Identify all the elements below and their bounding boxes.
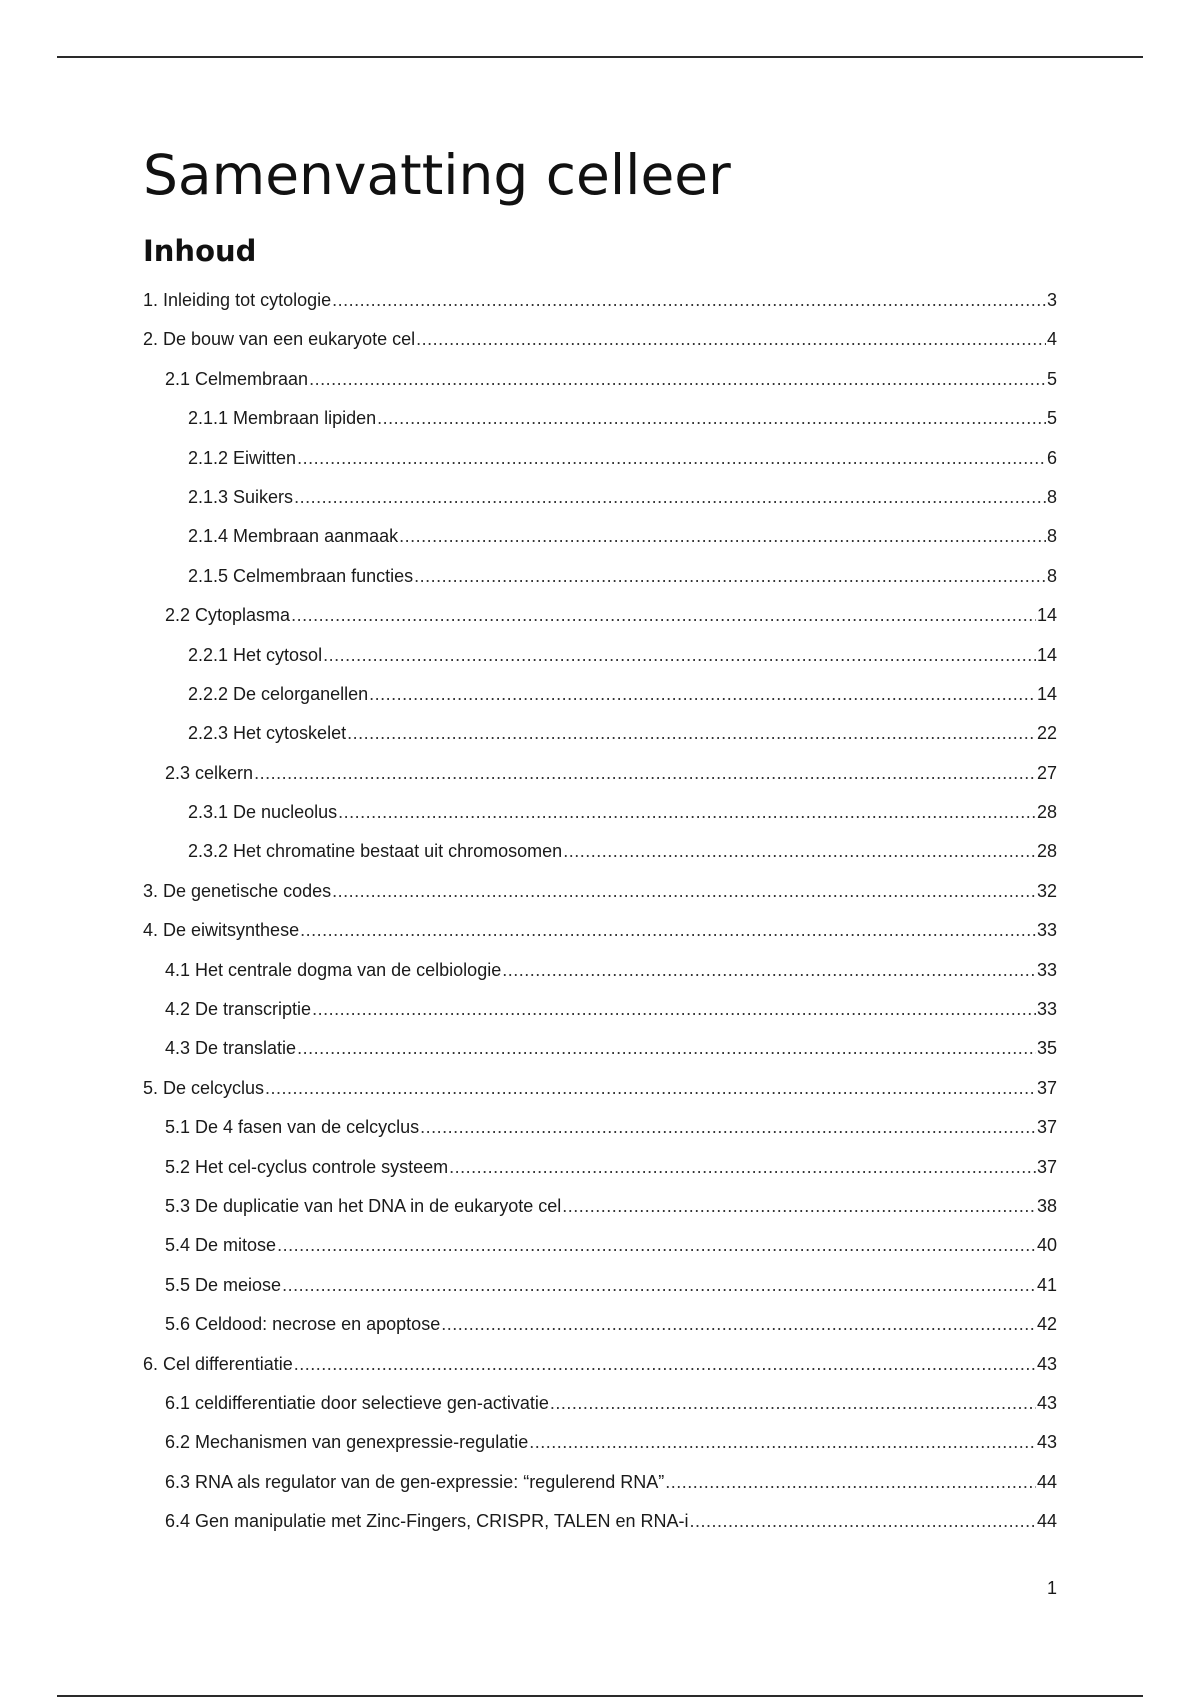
toc-entry[interactable] [143,1502,1057,1541]
toc-dot-leader [294,1345,1036,1384]
toc-entry[interactable] [143,1423,1057,1462]
toc-entry-page: 43 [1036,1432,1057,1453]
toc-dot-leader [312,990,1036,1029]
toc-entry[interactable] [143,1305,1057,1344]
toc-entry-page: 38 [1036,1195,1057,1216]
toc-entry[interactable] [143,360,1057,399]
toc-entry-page: 8 [1046,486,1057,507]
toc-entry-label: 3. De genetische codes [143,880,332,901]
toc-dot-leader [377,399,1046,438]
toc-entry[interactable] [143,1463,1057,1502]
toc-entry-page: 41 [1036,1274,1057,1295]
toc-entry-page: 40 [1036,1235,1057,1256]
toc-entry-page: 6 [1046,447,1057,468]
toc-heading: Inhoud [143,234,257,268]
toc-dot-leader [416,320,1046,359]
footer-rule [57,1695,1143,1697]
toc-entry-label: 5.6 Celdood: necrose en apoptose [165,1314,441,1335]
toc-dot-leader [690,1502,1036,1541]
toc-entry[interactable] [143,439,1057,478]
toc-dot-leader [369,675,1036,714]
toc-entry[interactable] [143,1148,1057,1187]
toc-entry-page: 44 [1036,1511,1057,1532]
toc-entry-label: 6.2 Mechanismen van genexpressie-regulatie [165,1432,529,1453]
toc-entry[interactable] [143,399,1057,438]
toc-dot-leader [562,1187,1036,1226]
toc-dot-leader [297,1029,1036,1068]
toc-entry[interactable] [143,517,1057,556]
toc-dot-leader [338,793,1036,832]
toc-entry-page: 5 [1046,368,1057,389]
toc-entry-page: 43 [1036,1392,1057,1413]
toc-entry-label: 5.1 De 4 fasen van de celcyclus [165,1117,420,1138]
toc-entry[interactable] [143,951,1057,990]
toc-entry-label: 2.3.2 Het chromatine bestaat uit chromosomen [188,841,563,862]
toc-entry[interactable] [143,320,1057,359]
toc-entry-page: 33 [1036,959,1057,980]
toc-entry[interactable] [143,596,1057,635]
toc-entry-label: 4.2 De transcriptie [165,999,312,1020]
toc-entry[interactable] [143,675,1057,714]
toc-entry-page: 3 [1046,290,1057,310]
toc-entry-page: 32 [1036,880,1057,901]
toc-entry-label: 6.4 Gen manipulatie met Zinc-Fingers, CRISPR, TALEN en RNA-i [165,1511,689,1532]
toc-entry[interactable] [143,1108,1057,1147]
header-rule [57,56,1143,58]
toc-entry[interactable] [143,557,1057,596]
toc-dot-leader [294,478,1046,517]
toc-entry-label: 5.2 Het cel-cyclus controle systeem [165,1156,449,1177]
toc-entry-label: 5.5 De meiose [165,1274,282,1295]
toc-entry-label: 2.1.3 Suikers [188,486,294,507]
toc-entry[interactable] [143,872,1057,911]
toc-entry-label: 2.1.2 Eiwitten [188,447,297,468]
toc-entry-label: 2.1.1 Membraan lipiden [188,408,377,429]
toc-dot-leader [347,714,1036,753]
toc-dot-leader [309,360,1046,399]
toc-dot-leader [282,1266,1036,1305]
toc-entry[interactable] [143,793,1057,832]
toc-entry-label: 2.2.3 Het cytoskelet [188,723,347,744]
toc-entry-page: 42 [1036,1314,1057,1335]
toc-entry-label: 2.3 celkern [165,762,254,783]
toc-entry-page: 44 [1036,1471,1057,1492]
toc-dot-leader [265,1069,1036,1108]
toc-entry-page: 22 [1036,723,1057,744]
toc-entry-page: 14 [1036,644,1057,665]
toc-entry[interactable] [143,1345,1057,1384]
toc-entry-label: 2.2.1 Het cytosol [188,644,323,665]
toc-entry-page: 4 [1046,329,1057,350]
toc-entry-label: 2.2 Cytoplasma [165,605,291,626]
toc-entry-page: 28 [1036,802,1057,823]
toc-dot-leader [399,517,1046,556]
toc-dot-leader [332,281,1046,320]
page-number: 1 [1046,1578,1057,1598]
toc-dot-leader [332,872,1036,911]
toc-entry-label: 2.1 Celmembraan [165,368,309,389]
toc-dot-leader [297,439,1046,478]
toc-entry-label: 4.3 De translatie [165,1038,297,1059]
toc-entry[interactable] [143,1266,1057,1305]
toc-entry-label: 6.3 RNA als regulator van de gen-expressie: “regulerend RNA” [165,1471,665,1492]
toc-entry[interactable] [143,990,1057,1029]
toc-dot-leader [502,951,1036,990]
toc-entry[interactable] [143,832,1057,871]
document-title: Samenvatting celleer [143,143,731,207]
toc-dot-leader [529,1423,1036,1462]
toc-dot-leader [441,1305,1036,1344]
toc-entry-page: 27 [1036,762,1057,783]
toc-entry-page: 8 [1046,526,1057,547]
toc-dot-leader [550,1384,1036,1423]
toc-entry-label: 4.1 Het centrale dogma van de celbiologie [165,959,502,980]
toc-entry[interactable] [143,1384,1057,1423]
toc-dot-leader [277,1226,1036,1265]
toc-entry-label: 5. De celcyclus [143,1077,265,1098]
toc-entry-label: 2. De bouw van een eukaryote cel [143,329,416,350]
toc-entry[interactable] [143,281,1057,320]
toc-entry-page: 14 [1036,683,1057,704]
toc-entry-page: 35 [1036,1038,1057,1059]
toc-entry-page: 33 [1036,999,1057,1020]
toc-entry[interactable] [143,1226,1057,1265]
toc-entry[interactable] [143,636,1057,675]
toc-entry-label: 2.2.2 De celorganellen [188,683,369,704]
toc-entry-page: 43 [1036,1353,1057,1374]
toc-entry[interactable] [143,911,1057,950]
toc-entry-label: 5.4 De mitose [165,1235,277,1256]
toc-entry-page: 8 [1046,565,1057,586]
toc-entry[interactable] [143,1029,1057,1068]
toc-entry-label: 6.1 celdifferentiatie door selectieve gen-activatie [165,1392,549,1413]
toc-entry-page: 28 [1036,841,1057,862]
toc-entry-label: 6. Cel differentiatie [143,1353,293,1374]
toc-entry-label: 2.3.1 De nucleolus [188,802,338,823]
toc-entry[interactable] [143,754,1057,793]
toc-entry[interactable] [143,714,1057,753]
toc-entry-page: 33 [1036,920,1057,941]
toc-dot-leader [291,596,1036,635]
toc-entry-label: 2.1.5 Celmembraan functies [188,565,414,586]
toc-entry[interactable] [143,478,1057,517]
toc-dot-leader [414,557,1046,596]
toc-entry-label: 2.1.4 Membraan aanmaak [188,526,399,547]
toc-entry-label: 5.3 De duplicatie van het DNA in de eukaryote cel [165,1195,562,1216]
toc-entry[interactable] [143,1069,1057,1108]
toc-dot-leader [449,1148,1036,1187]
toc-entry-label: 1. Inleiding tot cytologie [143,290,332,310]
toc-entry-page: 5 [1046,408,1057,429]
toc-entry-label: 4. De eiwitsynthese [143,920,300,941]
toc-entry[interactable] [143,1187,1057,1226]
toc-dot-leader [665,1463,1036,1502]
toc-entry-page: 37 [1036,1156,1057,1177]
toc-dot-leader [563,832,1036,871]
table-of-contents [143,281,1057,1542]
toc-dot-leader [300,911,1036,950]
toc-dot-leader [420,1108,1036,1147]
toc-entry-page: 37 [1036,1117,1057,1138]
toc-entry-page: 14 [1036,605,1057,626]
toc-dot-leader [254,754,1036,793]
toc-entry-page: 37 [1036,1077,1057,1098]
toc-dot-leader [323,636,1036,675]
